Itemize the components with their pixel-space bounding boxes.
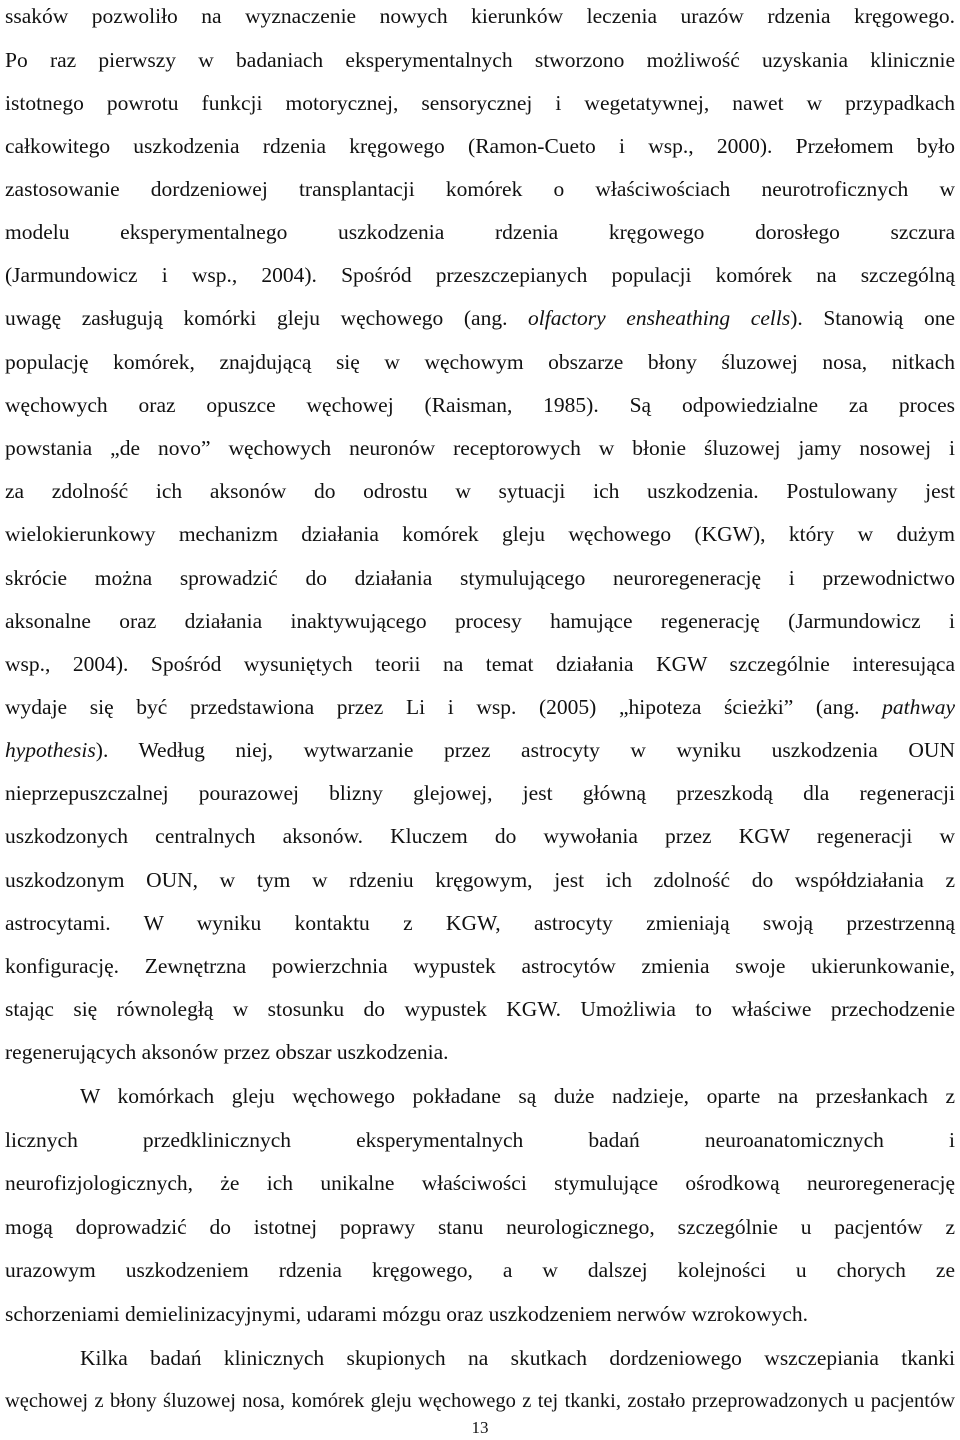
text-line: Kilka badań klinicznych skupionych na skutkach dordzeniowego wszczepiania tkanki [80,1346,955,1370]
text-line: za zdolność ich aksonów do odrostu w sytuacji ich uszkodzenia. Postulowany jest [5,479,955,503]
text-line: Po raz pierwszy w badaniach eksperymentalnych stworzono możliwość uzyskania klinicznie [5,48,955,72]
text-line: regenerujących aksonów przez obszar uszkodzenia. [5,1040,449,1064]
text-line: modelu eksperymentalnego uszkodzenia rdzenia kręgowego dorosłego szczura [5,220,955,244]
text-line: schorzeniami demielinizacyjnymi, udarami mózgu oraz uszkodzeniem nerwów wzrokowych. [5,1302,808,1326]
text-line: wsp., 2004). Spośród wysuniętych teorii na temat działania KGW szczególnie interesująca [5,652,955,676]
text-line: mogą doprowadzić do istotnej poprawy stanu neurologicznego, szczególnie u pacjentów z [5,1215,955,1239]
text-line: powstania „de novo” węchowych neuronów receptorowych w błonie śluzowej jamy nosowej i [5,436,955,460]
text-line: węchowej z błony śluzowej nosa, komórek gleju węchowego z tej tkanki, zostało przeprowadzonych u pacjentów [5,1390,955,1412]
text-line: skrócie można sprowadzić do działania stymulującego neuroregenerację i przewodnictwo [5,566,955,590]
text-line: wielokierunkowy mechanizm działania komórek gleju węchowego (KGW), który w dużym [5,522,955,546]
page-number: 13 [471,1418,489,1437]
text-line: wydaje się być przedstawiona przez Li i wsp. (2005) „hipoteza ścieżki” (ang. pathway [5,695,955,719]
text-line: nieprzepuszczalnej pourazowej blizny glejowej, jest główną przeszkodą dla regeneracji [5,781,955,805]
text-line: (Jarmundowicz i wsp., 2004). Spośród przeszczepianych populacji komórek na szczególną [5,263,955,287]
text-line: W komórkach gleju węchowego pokładane są duże nadzieje, oparte na przesłankach z [80,1084,955,1108]
text-line: licznych przedklinicznych eksperymentalnych badań neuroanatomicznych i [5,1128,955,1152]
text-line: stając się równoległą w stosunku do wypustek KGW. Umożliwia to właściwe przechodzenie [5,997,955,1021]
text-line: populację komórek, znajdującą się w węchowym obszarze błony śluzowej nosa, nitkach [5,350,955,374]
text-line: aksonalne oraz działania inaktywującego procesy hamujące regenerację (Jarmundowicz i [5,609,955,633]
text-line: urazowym uszkodzeniem rdzenia kręgowego, a w dalszej kolejności u chorych ze [5,1258,955,1282]
text-line: zastosowanie dordzeniowej transplantacji komórek o właściwościach neurotroficznych w [5,177,955,201]
text-line: uszkodzonych centralnych aksonów. Kluczem do wywołania przez KGW regeneracji w [5,824,955,848]
text-line: ssaków pozwoliło na wyznaczenie nowych kierunków leczenia urazów rdzenia kręgowego. [5,4,955,28]
text-line: istotnego powrotu funkcji motorycznej, sensorycznej i wegetatywnej, nawet w przypadkach [5,91,955,115]
text-line: astrocytami. W wyniku kontaktu z KGW, astrocyty zmieniają swoją przestrzenną [5,911,955,935]
text-line: konfigurację. Zewnętrzna powierzchnia wypustek astrocytów zmienia swoje ukierunkowanie, [5,954,955,978]
text-line: uszkodzonym OUN, w tym w rdzeniu kręgowym, jest ich zdolność do współdziałania z [5,868,955,892]
text-line: całkowitego uszkodzenia rdzenia kręgowego (Ramon-Cueto i wsp., 2000). Przełomem było [5,134,955,158]
text-line: neurofizjologicznych, że ich unikalne właściwości stymulujące ośrodkową neuroregenerację [5,1171,955,1195]
text-line: węchowych oraz opuszce węchowej (Raisman, 1985). Są odpowiedzialne za proces [5,393,955,417]
text-line: hypothesis). Według niej, wytwarzanie przez astrocyty w wyniku uszkodzenia OUN [5,738,955,762]
text-line: uwagę zasługują komórki gleju węchowego (ang. olfactory ensheathing cells). Stanowią one [5,306,955,330]
